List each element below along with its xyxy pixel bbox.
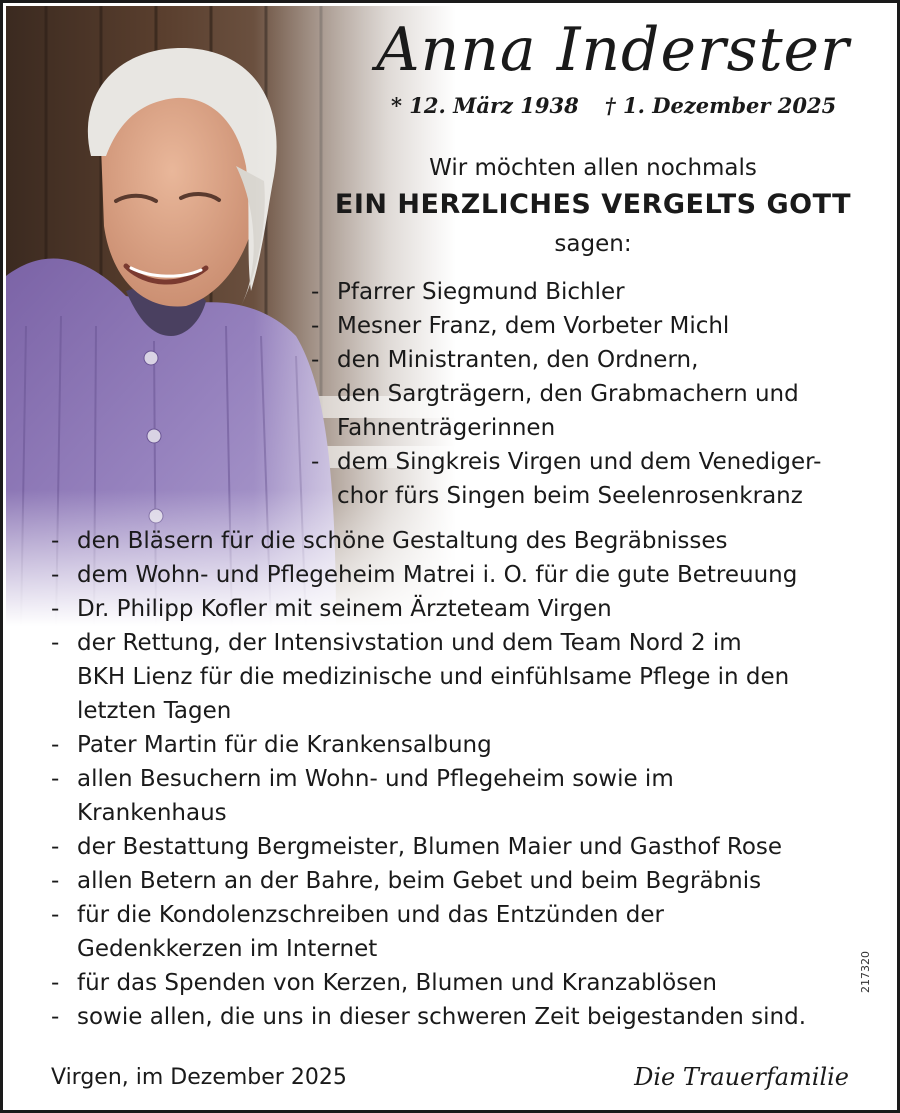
thanks-item [51,1000,871,1034]
thanks-item-line: sowie allen, die uns in dieser schweren Zeit beigestanden sind. [77,1004,807,1030]
thanks-item-line: chor fürs Singen beim Seelenrosenkranz [337,483,803,509]
intro-headline: EIN HERZLICHES VERGELTS GOTT [334,189,852,220]
thanks-item [51,728,871,762]
thanks-item-line: für das Spenden von Kerzen, Blumen und Kranzablösen [77,970,717,996]
ad-number: 217320 [859,951,872,993]
signature: Die Trauerfamilie [634,1063,849,1091]
thanks-item-line: Gedenkkerzen im Internet [77,936,378,962]
birth-date: * 12. März 1938 [391,93,579,118]
thanks-item-line: dem Singkreis Virgen und dem Venediger- [337,449,822,475]
thanks-item [51,558,871,592]
thanks-item [311,445,871,513]
thanks-item-line: der Rettung, der Intensivstation und dem Team Nord 2 im [77,630,742,656]
thanks-item-line: Mesner Franz, dem Vorbeter Michl [337,313,730,339]
thanks-item-line: für die Kondolenzschreiben und das Entzünden der [77,902,664,928]
thanks-item-line: Pfarrer Siegmund Bichler [337,279,625,305]
thanks-item [51,898,871,966]
thanks-list-lower [51,524,871,1034]
thanks-item [311,343,871,445]
thanks-item [51,830,871,864]
intro-line-1: Wir möchten allen nochmals [429,155,757,181]
thanks-item [51,626,871,728]
thanks-item-line: den Ministranten, den Ordnern, [337,347,699,373]
thanks-item-line: Krankenhaus [77,800,227,826]
thanks-item [51,524,871,558]
thanks-item-line: allen Betern an der Bahre, beim Gebet und beim Begräbnis [77,868,762,894]
thanks-item-line: Pater Martin für die Krankensalbung [77,732,492,758]
thanks-item [51,966,871,1000]
thanks-item [311,309,871,343]
intro-line-3: sagen: [554,231,632,257]
thanks-item-line: der Bestattung Bergmeister, Blumen Maier und Gasthof Rose [77,834,783,860]
thanks-item-line: den Sargträgern, den Grabmachern und [337,381,799,407]
thanks-item [51,762,871,830]
thanks-item [51,864,871,898]
life-dates [391,93,836,118]
thanks-item-line: letzten Tagen [77,698,232,724]
thanks-list-upper [311,275,871,513]
deceased-name: Anna Inderster [376,15,850,85]
thanks-item-line: BKH Lienz für die medizinische und einfühlsame Pflege in den [77,664,790,690]
thanks-item [311,275,871,309]
place-and-date: Virgen, im Dezember 2025 [51,1065,347,1090]
thanks-item-line: Fahnenträgerinnen [337,415,556,441]
thanks-item-line: dem Wohn- und Pflegeheim Matrei i. O. für die gute Betreuung [77,562,798,588]
thanks-item-line: allen Besuchern im Wohn- und Pflegeheim sowie im [77,766,674,792]
death-date: † 1. Dezember 2025 [604,93,837,118]
thanks-item-line: Dr. Philipp Kofler mit seinem Ärzteteam Virgen [77,596,612,622]
thanks-item-line: den Bläsern für die schöne Gestaltung des Begräbnisses [77,528,728,554]
thanks-item [51,592,871,626]
